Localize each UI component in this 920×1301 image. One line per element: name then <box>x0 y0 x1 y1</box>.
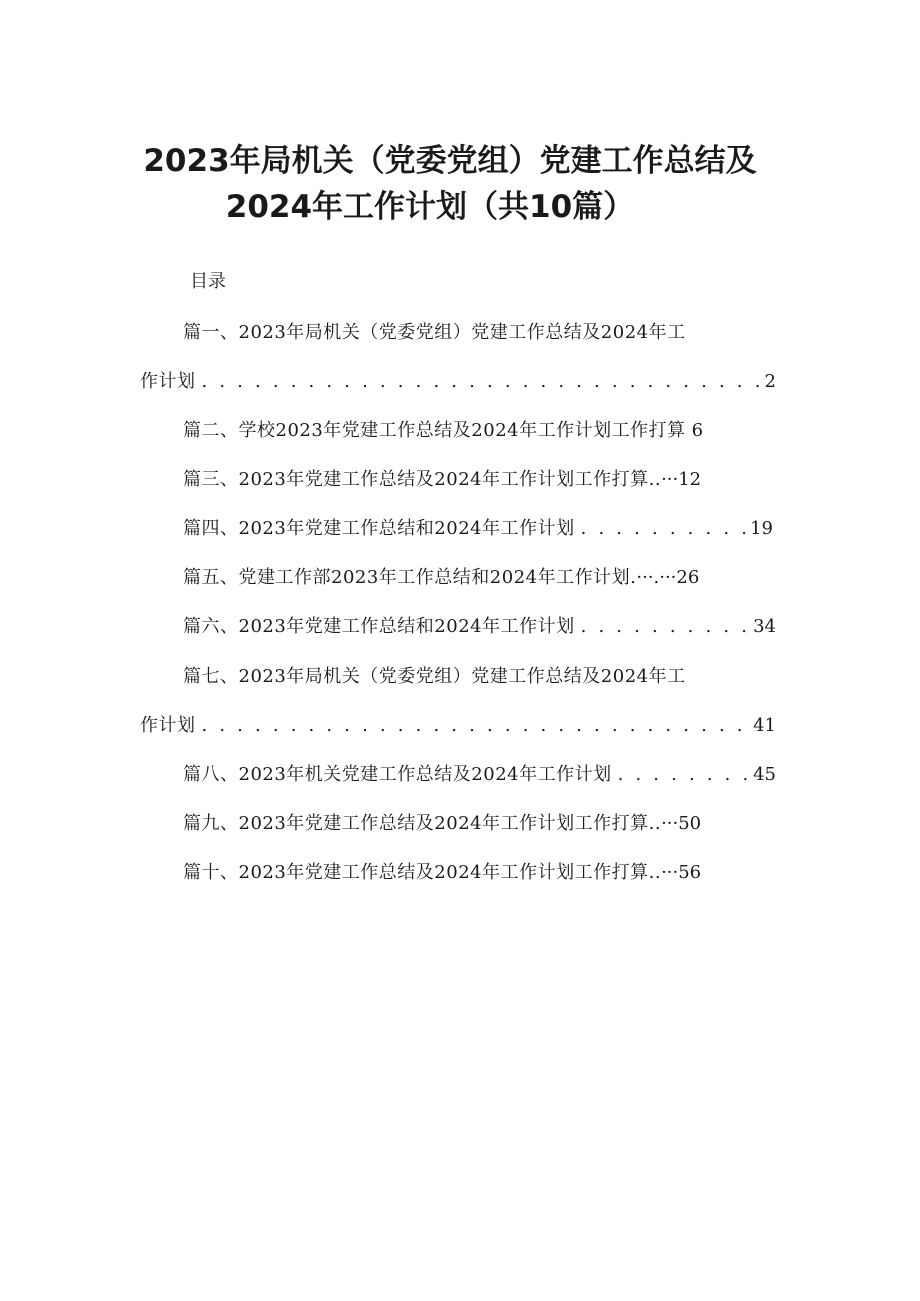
toc-entry-1-line-1[interactable] <box>183 321 743 345</box>
toc-leader-dots <box>612 763 753 787</box>
toc-leader-dots <box>575 517 750 541</box>
toc-entry-text: 篇九、2023年党建工作总结及2024年工作计划工作打算.. <box>183 813 662 834</box>
toc-entry-text: 篇十、2023年党建工作总结及2024年工作计划工作打算.. <box>183 862 662 883</box>
toc-entry-text: 篇五、党建工作部2023年工作总结和2024年工作计划. <box>183 567 637 588</box>
toc-entry-6[interactable] <box>183 615 776 639</box>
toc-entry-text: 篇六、2023年党建工作总结和2024年工作计划 <box>183 616 575 637</box>
toc-entry-5[interactable] <box>183 566 783 590</box>
toc-entry-7-line-2[interactable] <box>140 714 776 738</box>
toc-heading: 目录 <box>190 271 226 292</box>
toc-page-number: ···56 <box>661 862 702 883</box>
toc-entry-text: 篇七、2023年局机关（党委党组）党建工作总结及2024年工 <box>183 666 686 687</box>
toc-page-number: ···12 <box>661 469 702 490</box>
document-title-line-2: 2024年工作计划（共10篇） <box>225 189 635 225</box>
toc-entry-9[interactable] <box>183 812 763 836</box>
toc-leader-dots <box>575 615 753 639</box>
document-title-line-1: 2023年局机关（党委党组）党建工作总结及 <box>143 143 757 179</box>
toc-entry-4[interactable] <box>183 517 773 541</box>
toc-entry-text: 作计划 <box>140 371 196 392</box>
toc-entry-text: 作计划 <box>140 715 196 736</box>
toc-leader-dots <box>196 370 765 394</box>
toc-entry-text: 篇三、2023年党建工作总结及2024年工作计划工作打算.. <box>183 469 662 490</box>
toc-entry-3[interactable] <box>183 468 763 492</box>
toc-entry-text: 篇一、2023年局机关（党委党组）党建工作总结及2024年工 <box>183 322 686 343</box>
toc-entry-1-line-2[interactable] <box>140 370 776 394</box>
toc-page-number: 6 <box>691 420 704 441</box>
toc-entry-text: 篇二、学校2023年党建工作总结及2024年工作计划工作打算 <box>183 420 686 441</box>
toc-page-number: 2 <box>764 371 776 392</box>
toc-entry-text: 篇八、2023年机关党建工作总结及2024年工作计划 <box>183 764 612 785</box>
toc-entry-10[interactable] <box>183 861 763 885</box>
toc-page-number: ···.···26 <box>636 567 700 588</box>
toc-page-number: ···50 <box>661 813 702 834</box>
toc-entry-2[interactable] <box>183 419 763 443</box>
toc-entry-7-line-1[interactable] <box>183 665 743 689</box>
toc-entry-8[interactable] <box>183 763 776 787</box>
toc-leader-dots <box>196 714 754 738</box>
toc-page-number: 19 <box>750 518 773 539</box>
toc-page-number: 34 <box>753 616 776 637</box>
toc-page-number: 45 <box>753 764 776 785</box>
toc-entry-text: 篇四、2023年党建工作总结和2024年工作计划 <box>183 518 575 539</box>
toc-page-number: 41 <box>753 715 776 736</box>
